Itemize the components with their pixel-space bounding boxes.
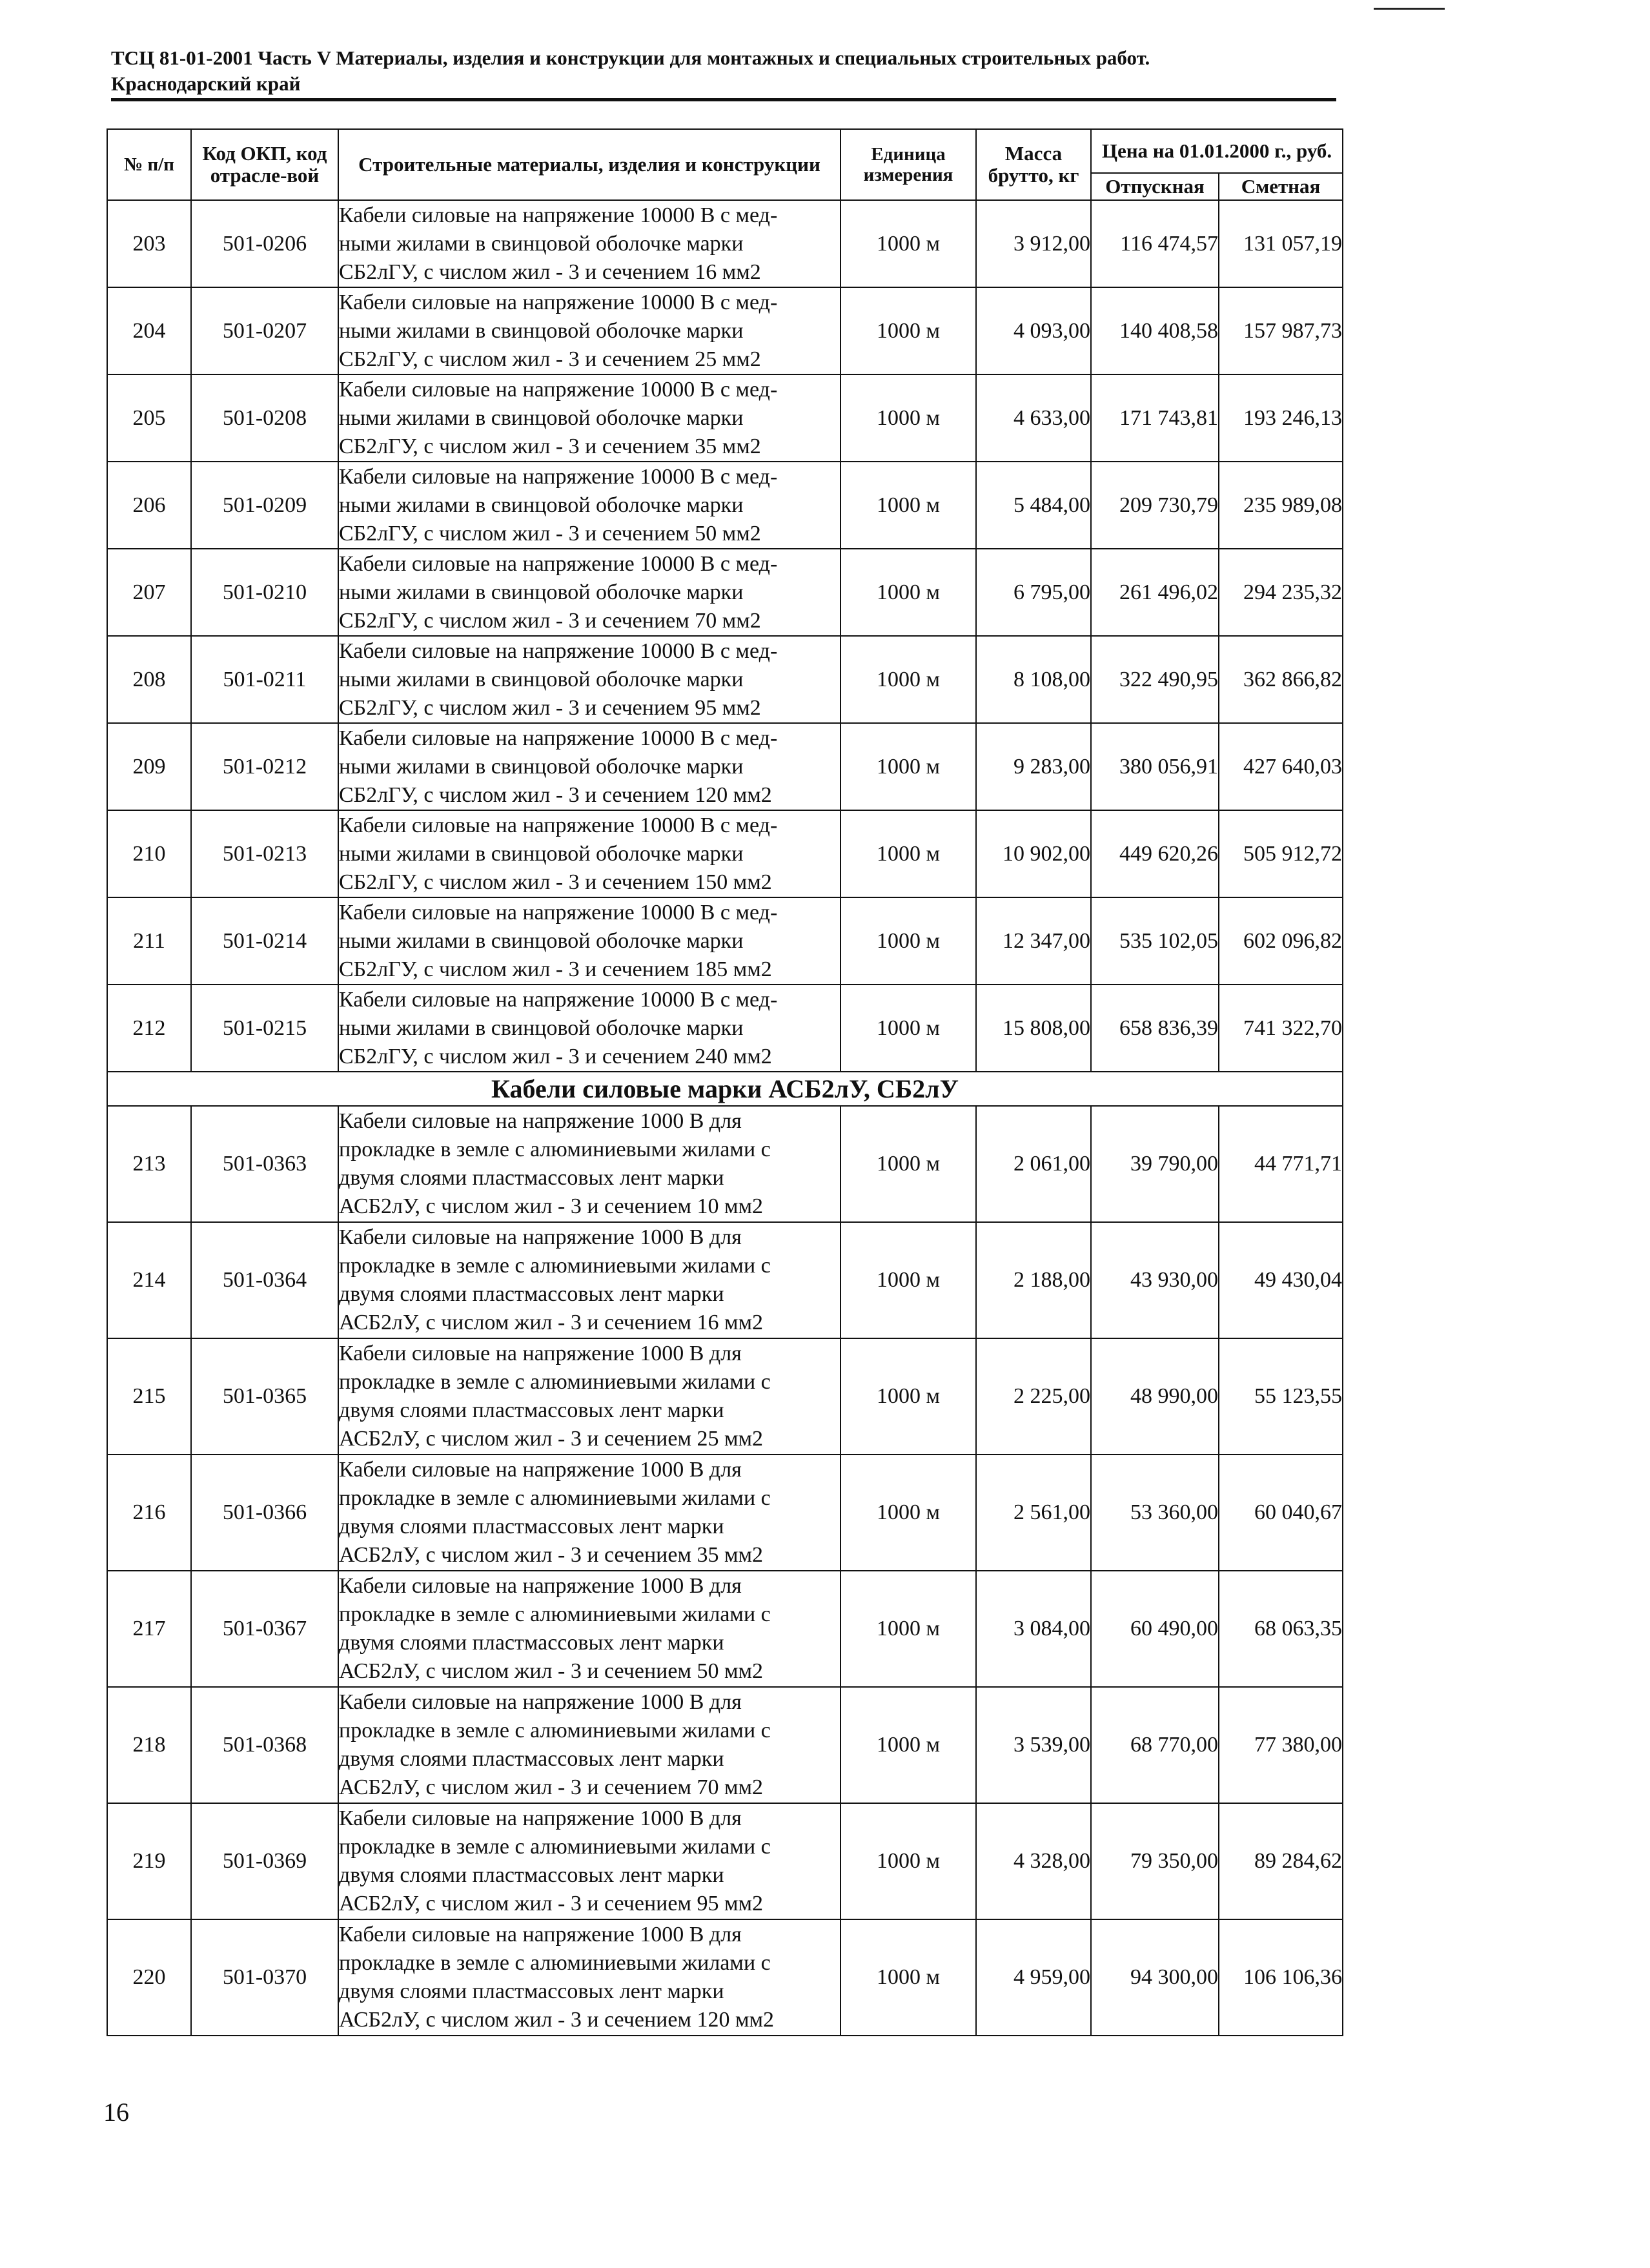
description-line: ными жилами в свинцовой оболочке марки: [339, 841, 744, 866]
col-unit-header: Единица измерения: [840, 129, 976, 200]
row-okp-code: 501-0213: [191, 810, 338, 897]
table-row: [107, 1222, 1343, 1338]
row-unit: 1000 м: [840, 1919, 976, 2036]
row-description: [338, 1687, 840, 1803]
row-price-estimate: 44 771,71: [1219, 1106, 1343, 1222]
header-rule: [111, 98, 1336, 101]
row-price-estimate: 49 430,04: [1219, 1222, 1343, 1338]
description-line: Кабели силовые на напряжение 1000 В для: [339, 1923, 742, 1946]
row-number: 206: [107, 462, 191, 549]
row-price-estimate: 362 866,82: [1219, 636, 1343, 723]
price-table: [107, 128, 1343, 2036]
row-unit: 1000 м: [840, 897, 976, 985]
table-body-section-1: [107, 200, 1343, 1072]
description-line: АСБ2лУ, с числом жил - 3 и сечением 95 мм2: [339, 1892, 764, 1916]
col-price-release-header: Отпускная: [1091, 173, 1219, 200]
col-okp-header: Код ОКП, код отрасле-вой: [191, 129, 338, 200]
row-description: [338, 1919, 840, 2036]
row-okp-code: 501-0206: [191, 200, 338, 287]
row-description: [338, 985, 840, 1072]
row-description: [338, 897, 840, 985]
row-price-estimate: 89 284,62: [1219, 1803, 1343, 1919]
row-number: 216: [107, 1455, 191, 1571]
row-price-release: 380 056,91: [1091, 723, 1219, 810]
description-line: двумя слоями пластмассовых лент марки: [339, 1398, 724, 1422]
row-mass: 2 061,00: [976, 1106, 1091, 1222]
col-num-header: № п/п: [107, 129, 191, 200]
col-price-estimate-header: Сметная: [1219, 173, 1343, 200]
row-okp-code: 501-0214: [191, 897, 338, 985]
row-number: 219: [107, 1803, 191, 1919]
row-description: [338, 549, 840, 636]
row-unit: 1000 м: [840, 1803, 976, 1919]
row-number: 213: [107, 1106, 191, 1222]
row-okp-code: 501-0369: [191, 1803, 338, 1919]
description-line: Кабели силовые на напряжение 10000 В с мед-: [339, 377, 778, 402]
table-row: [107, 985, 1343, 1072]
row-okp-code: 501-0210: [191, 549, 338, 636]
description-line: СБ2лГУ, с числом жил - 3 и сечением 185 мм2: [339, 957, 772, 981]
description-line: СБ2лГУ, с числом жил - 3 и сечением 35 мм2: [339, 434, 761, 458]
row-number: 205: [107, 374, 191, 462]
row-description: [338, 1571, 840, 1687]
description-line: ными жилами в свинцовой оболочке марки: [339, 667, 744, 691]
row-mass: 2 561,00: [976, 1455, 1091, 1571]
row-number: 208: [107, 636, 191, 723]
row-unit: 1000 м: [840, 1571, 976, 1687]
description-line: Кабели силовые на напряжение 1000 В для: [339, 1806, 742, 1830]
description-line: Кабели силовые на напряжение 10000 В с мед-: [339, 987, 778, 1012]
row-number: 203: [107, 200, 191, 287]
row-unit: 1000 м: [840, 1687, 976, 1803]
row-price-estimate: 131 057,19: [1219, 200, 1343, 287]
row-mass: 3 912,00: [976, 200, 1091, 287]
table-row: [107, 636, 1343, 723]
row-price-release: 261 496,02: [1091, 549, 1219, 636]
row-description: [338, 1106, 840, 1222]
row-mass: 10 902,00: [976, 810, 1091, 897]
row-okp-code: 501-0215: [191, 985, 338, 1072]
description-line: СБ2лГУ, с числом жил - 3 и сечением 240 мм2: [339, 1044, 772, 1068]
description-line: ными жилами в свинцовой оболочке марки: [339, 493, 744, 517]
row-mass: 4 093,00: [976, 287, 1091, 374]
row-price-release: 79 350,00: [1091, 1803, 1219, 1919]
row-description: [338, 200, 840, 287]
row-number: 214: [107, 1222, 191, 1338]
row-okp-code: 501-0368: [191, 1687, 338, 1803]
description-line: прокладке в земле с алюминиевыми жилами с: [339, 1486, 771, 1510]
table-row: [107, 1687, 1343, 1803]
row-unit: 1000 м: [840, 374, 976, 462]
table-row: [107, 1106, 1343, 1222]
row-mass: 15 808,00: [976, 985, 1091, 1072]
row-mass: 5 484,00: [976, 462, 1091, 549]
description-line: ными жилами в свинцовой оболочке марки: [339, 405, 744, 430]
row-okp-code: 501-0367: [191, 1571, 338, 1687]
description-line: Кабели силовые на напряжение 1000 В для: [339, 1109, 742, 1133]
description-line: Кабели силовые на напряжение 1000 В для: [339, 1574, 742, 1598]
description-line: двумя слоями пластмассовых лент марки: [339, 1166, 724, 1190]
description-line: Кабели силовые на напряжение 10000 В с мед-: [339, 900, 778, 925]
description-line: прокладке в земле с алюминиевыми жилами с: [339, 1951, 771, 1975]
row-unit: 1000 м: [840, 985, 976, 1072]
description-line: СБ2лГУ, с числом жил - 3 и сечением 95 мм2: [339, 695, 761, 720]
header-region: Краснодарский край: [111, 72, 301, 95]
row-number: 220: [107, 1919, 191, 2036]
row-unit: 1000 м: [840, 200, 976, 287]
row-price-estimate: 157 987,73: [1219, 287, 1343, 374]
row-price-estimate: 741 322,70: [1219, 985, 1343, 1072]
col-mass-header: Масса брутто, кг: [976, 129, 1091, 200]
row-number: 218: [107, 1687, 191, 1803]
row-unit: 1000 м: [840, 287, 976, 374]
description-line: АСБ2лУ, с числом жил - 3 и сечением 25 мм2: [339, 1427, 764, 1451]
description-line: ными жилами в свинцовой оболочке марки: [339, 580, 744, 604]
table-row: [107, 200, 1343, 287]
row-price-release: 658 836,39: [1091, 985, 1219, 1072]
table-row: [107, 723, 1343, 810]
description-line: АСБ2лУ, с числом жил - 3 и сечением 50 мм2: [339, 1659, 764, 1683]
row-description: [338, 287, 840, 374]
row-okp-code: 501-0363: [191, 1106, 338, 1222]
description-line: ными жилами в свинцовой оболочке марки: [339, 754, 744, 779]
table-row: [107, 1919, 1343, 2036]
row-price-release: 140 408,58: [1091, 287, 1219, 374]
table-body-section-2: [107, 1106, 1343, 2036]
row-number: 211: [107, 897, 191, 985]
row-description: [338, 1338, 840, 1455]
page-number: 16: [103, 2098, 129, 2127]
description-line: АСБ2лУ, с числом жил - 3 и сечением 120 мм2: [339, 2008, 775, 2032]
row-price-release: 53 360,00: [1091, 1455, 1219, 1571]
row-mass: 12 347,00: [976, 897, 1091, 985]
row-unit: 1000 м: [840, 462, 976, 549]
description-line: ными жилами в свинцовой оболочке марки: [339, 318, 744, 343]
header-title: ТСЦ 81-01-2001 Часть V Материалы, изделия и конструкции для монтажных и специальных строительных работ.: [111, 46, 1150, 69]
description-line: АСБ2лУ, с числом жил - 3 и сечением 16 мм2: [339, 1311, 764, 1334]
description-line: АСБ2лУ, с числом жил - 3 и сечением 70 мм2: [339, 1775, 764, 1799]
row-unit: 1000 м: [840, 810, 976, 897]
row-okp-code: 501-0365: [191, 1338, 338, 1455]
description-line: двумя слоями пластмассовых лент марки: [339, 1979, 724, 2003]
row-unit: 1000 м: [840, 1338, 976, 1455]
row-price-release: 171 743,81: [1091, 374, 1219, 462]
description-line: прокладке в земле с алюминиевыми жилами с: [339, 1138, 771, 1161]
row-price-estimate: 294 235,32: [1219, 549, 1343, 636]
description-line: СБ2лГУ, с числом жил - 3 и сечением 70 мм2: [339, 608, 761, 633]
section-title: Кабели силовые марки АСБ2лУ, СБ2лУ: [107, 1072, 1343, 1106]
section-divider: [107, 1072, 1343, 1106]
document-header: [111, 45, 1338, 97]
row-description: [338, 1455, 840, 1571]
row-mass: 8 108,00: [976, 636, 1091, 723]
description-line: Кабели силовые на напряжение 10000 В с мед-: [339, 290, 778, 314]
row-okp-code: 501-0208: [191, 374, 338, 462]
description-line: Кабели силовые на напряжение 1000 В для: [339, 1458, 742, 1482]
description-line: СБ2лГУ, с числом жил - 3 и сечением 120 мм2: [339, 782, 772, 807]
description-line: Кабели силовые на напряжение 1000 В для: [339, 1225, 742, 1249]
table-row: [107, 1803, 1343, 1919]
description-line: Кабели силовые на напряжение 10000 В с мед-: [339, 813, 778, 837]
row-number: 204: [107, 287, 191, 374]
row-price-release: 94 300,00: [1091, 1919, 1219, 2036]
description-line: двумя слоями пластмассовых лент марки: [339, 1282, 724, 1306]
row-number: 209: [107, 723, 191, 810]
row-price-release: 449 620,26: [1091, 810, 1219, 897]
row-price-release: 39 790,00: [1091, 1106, 1219, 1222]
table-row: [107, 1571, 1343, 1687]
row-price-estimate: 505 912,72: [1219, 810, 1343, 897]
description-line: АСБ2лУ, с числом жил - 3 и сечением 35 мм2: [339, 1543, 764, 1567]
table-row: [107, 462, 1343, 549]
row-price-release: 43 930,00: [1091, 1222, 1219, 1338]
row-mass: 6 795,00: [976, 549, 1091, 636]
row-price-release: 535 102,05: [1091, 897, 1219, 985]
row-okp-code: 501-0364: [191, 1222, 338, 1338]
col-price-group-header: Цена на 01.01.2000 г., руб.: [1091, 129, 1343, 173]
row-unit: 1000 м: [840, 636, 976, 723]
row-mass: 2 225,00: [976, 1338, 1091, 1455]
row-okp-code: 501-0211: [191, 636, 338, 723]
table-row: [107, 287, 1343, 374]
description-line: прокладке в земле с алюминиевыми жилами с: [339, 1370, 771, 1394]
row-number: 215: [107, 1338, 191, 1455]
description-line: ными жилами в свинцовой оболочке марки: [339, 928, 744, 953]
row-mass: 2 188,00: [976, 1222, 1091, 1338]
description-line: Кабели силовые на напряжение 1000 В для: [339, 1342, 742, 1365]
row-okp-code: 501-0370: [191, 1919, 338, 2036]
description-line: СБ2лГУ, с числом жил - 3 и сечением 16 мм2: [339, 260, 761, 284]
row-description: [338, 462, 840, 549]
description-line: прокладке в земле с алюминиевыми жилами с: [339, 1719, 771, 1742]
row-description: [338, 810, 840, 897]
row-price-estimate: 60 040,67: [1219, 1455, 1343, 1571]
row-unit: 1000 м: [840, 549, 976, 636]
description-line: ными жилами в свинцовой оболочке марки: [339, 1016, 744, 1040]
table-header: [107, 129, 1343, 200]
description-line: прокладке в земле с алюминиевыми жилами с: [339, 1254, 771, 1278]
description-line: прокладке в земле с алюминиевыми жилами с: [339, 1835, 771, 1859]
description-line: Кабели силовые на напряжение 10000 В с мед-: [339, 639, 778, 663]
row-number: 217: [107, 1571, 191, 1687]
row-mass: 4 328,00: [976, 1803, 1091, 1919]
row-unit: 1000 м: [840, 1455, 976, 1571]
description-line: ными жилами в свинцовой оболочке марки: [339, 231, 744, 256]
row-price-release: 116 474,57: [1091, 200, 1219, 287]
description-line: АСБ2лУ, с числом жил - 3 и сечением 10 мм2: [339, 1194, 764, 1218]
row-okp-code: 501-0207: [191, 287, 338, 374]
row-unit: 1000 м: [840, 1106, 976, 1222]
row-price-estimate: 427 640,03: [1219, 723, 1343, 810]
row-number: 210: [107, 810, 191, 897]
row-price-release: 60 490,00: [1091, 1571, 1219, 1687]
row-price-release: 209 730,79: [1091, 462, 1219, 549]
description-line: двумя слоями пластмассовых лент марки: [339, 1515, 724, 1538]
row-price-release: 322 490,95: [1091, 636, 1219, 723]
row-unit: 1000 м: [840, 1222, 976, 1338]
row-description: [338, 1222, 840, 1338]
description-line: Кабели силовые на напряжение 10000 В с мед-: [339, 464, 778, 489]
description-line: СБ2лГУ, с числом жил - 3 и сечением 50 мм2: [339, 521, 761, 546]
description-line: Кабели силовые на напряжение 1000 В для: [339, 1690, 742, 1714]
description-line: двумя слоями пластмассовых лент марки: [339, 1631, 724, 1655]
table-row: [107, 549, 1343, 636]
row-price-release: 48 990,00: [1091, 1338, 1219, 1455]
row-mass: 3 084,00: [976, 1571, 1091, 1687]
table-row: [107, 1455, 1343, 1571]
col-material-header: Строительные материалы, изделия и конструкции: [338, 129, 840, 200]
description-line: двумя слоями пластмассовых лент марки: [339, 1747, 724, 1771]
top-corner-rule: [1374, 8, 1445, 10]
description-line: СБ2лГУ, с числом жил - 3 и сечением 25 мм2: [339, 347, 761, 371]
description-line: Кабели силовые на напряжение 10000 В с мед-: [339, 203, 778, 227]
row-price-release: 68 770,00: [1091, 1687, 1219, 1803]
row-mass: 9 283,00: [976, 723, 1091, 810]
row-mass: 4 633,00: [976, 374, 1091, 462]
row-description: [338, 1803, 840, 1919]
row-number: 207: [107, 549, 191, 636]
row-number: 212: [107, 985, 191, 1072]
description-line: прокладке в земле с алюминиевыми жилами с: [339, 1602, 771, 1626]
table-row: [107, 1338, 1343, 1455]
row-mass: 3 539,00: [976, 1687, 1091, 1803]
row-price-estimate: 193 246,13: [1219, 374, 1343, 462]
row-price-estimate: 235 989,08: [1219, 462, 1343, 549]
description-line: СБ2лГУ, с числом жил - 3 и сечением 150 мм2: [339, 870, 772, 894]
row-price-estimate: 68 063,35: [1219, 1571, 1343, 1687]
row-okp-code: 501-0209: [191, 462, 338, 549]
row-mass: 4 959,00: [976, 1919, 1091, 2036]
description-line: двумя слоями пластмассовых лент марки: [339, 1863, 724, 1887]
row-description: [338, 374, 840, 462]
row-price-estimate: 77 380,00: [1219, 1687, 1343, 1803]
row-unit: 1000 м: [840, 723, 976, 810]
row-description: [338, 636, 840, 723]
table-row: [107, 810, 1343, 897]
table-row: [107, 374, 1343, 462]
row-price-estimate: 106 106,36: [1219, 1919, 1343, 2036]
row-price-estimate: 602 096,82: [1219, 897, 1343, 985]
description-line: Кабели силовые на напряжение 10000 В с мед-: [339, 551, 778, 576]
table-row: [107, 897, 1343, 985]
row-okp-code: 501-0366: [191, 1455, 338, 1571]
row-okp-code: 501-0212: [191, 723, 338, 810]
description-line: Кабели силовые на напряжение 10000 В с мед-: [339, 726, 778, 750]
row-price-estimate: 55 123,55: [1219, 1338, 1343, 1455]
row-description: [338, 723, 840, 810]
